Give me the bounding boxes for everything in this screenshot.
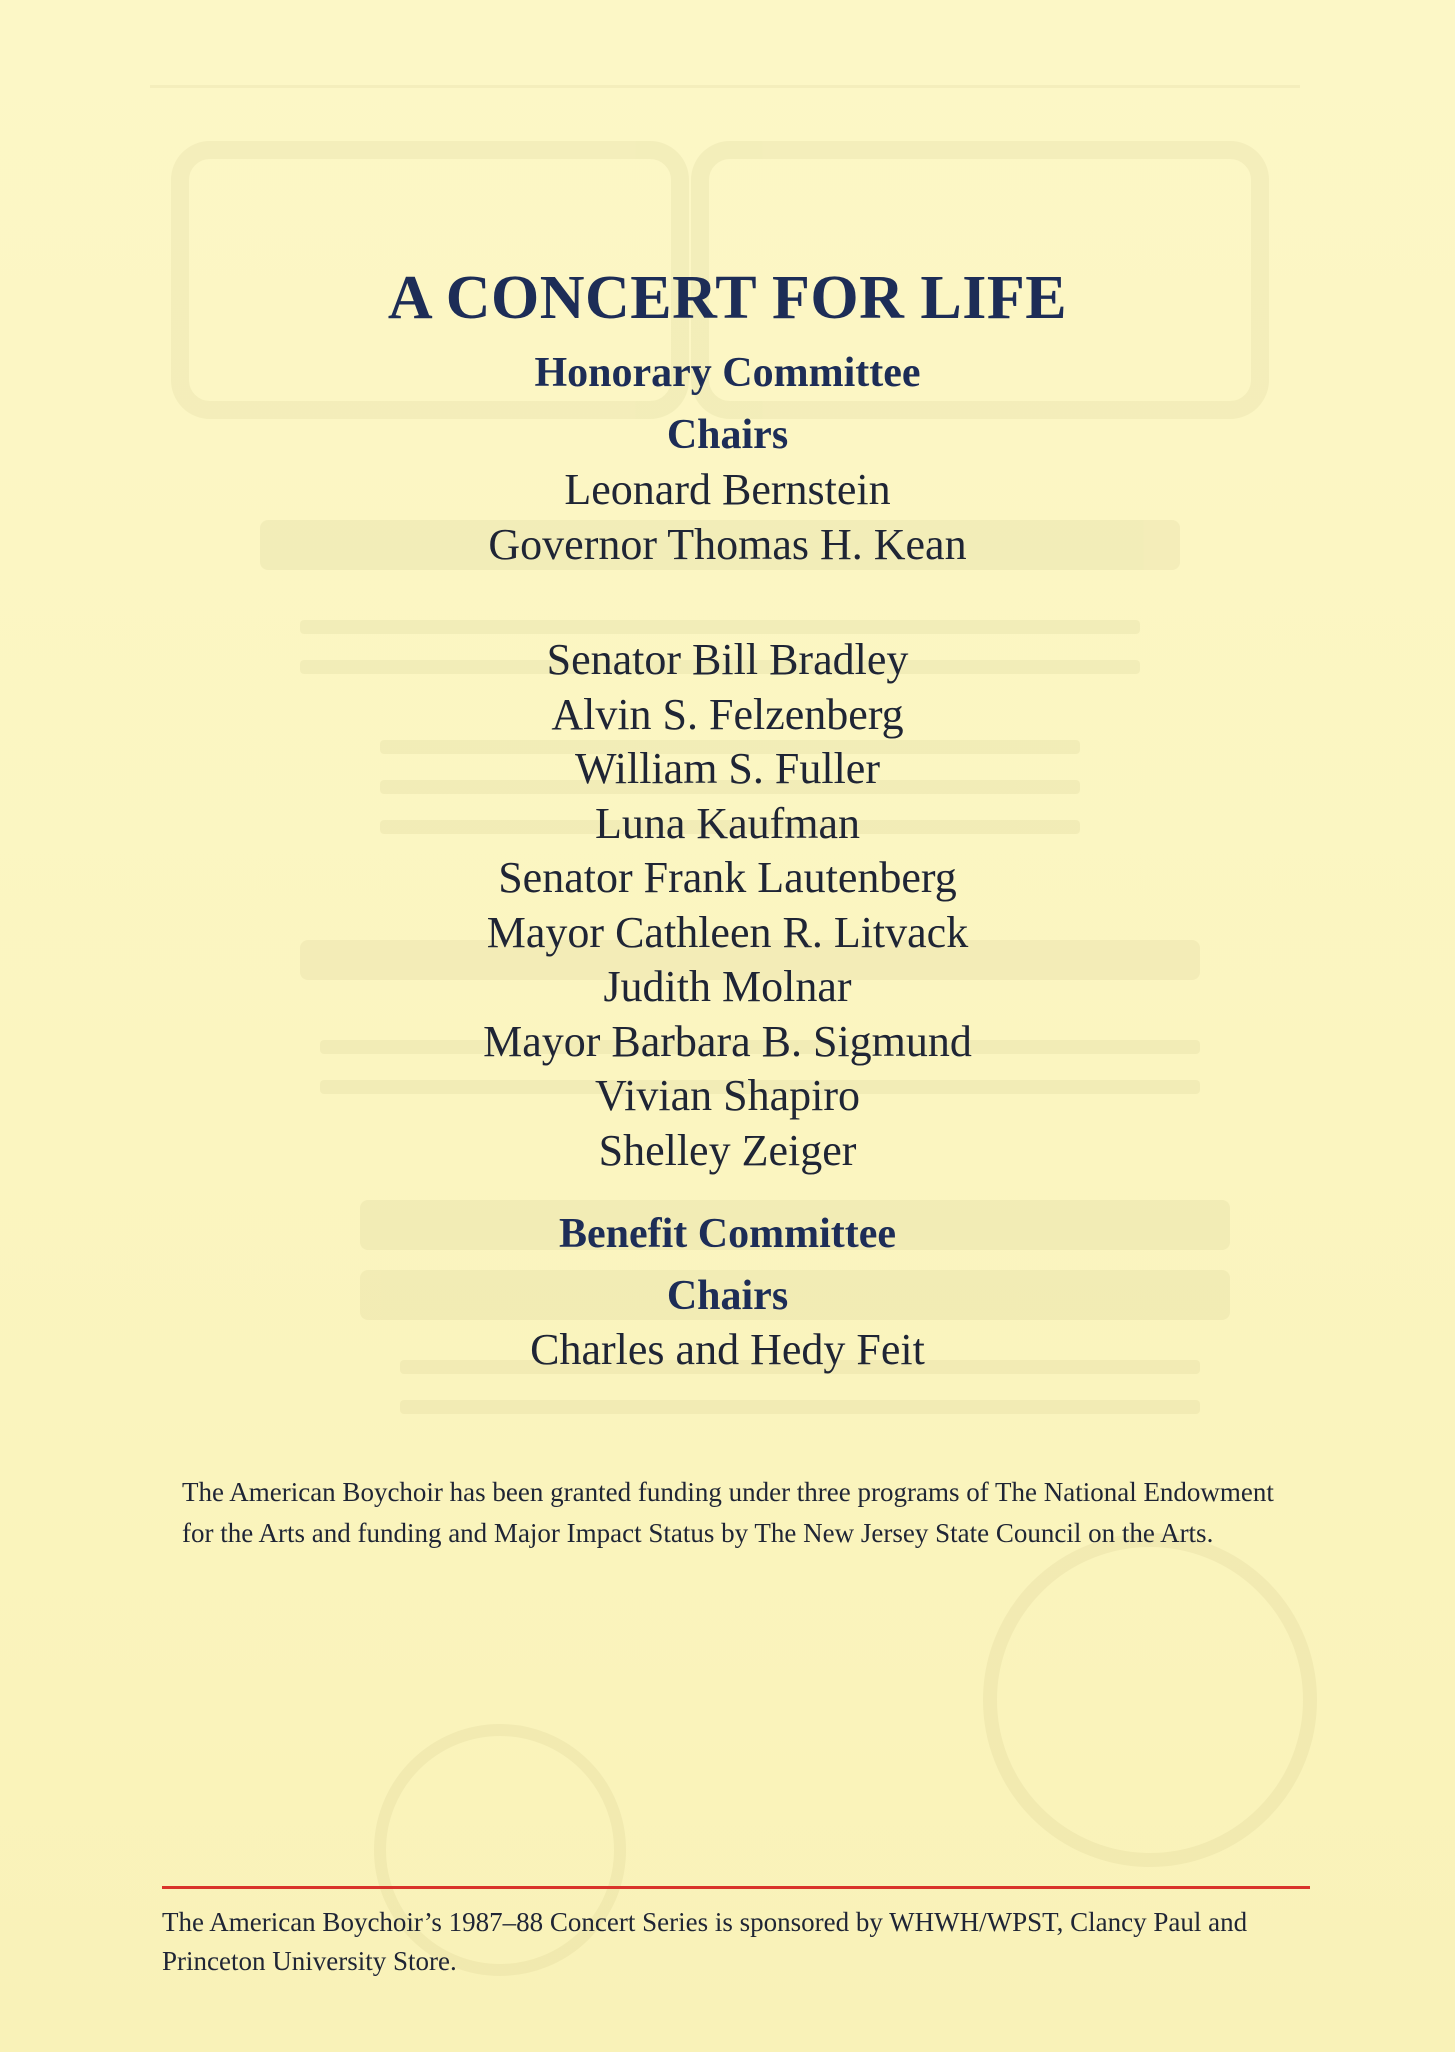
benefit-chairs-heading: Chairs (666, 1273, 789, 1319)
honorary-member-name: William S. Fuller (575, 744, 880, 793)
honorary-chairs-heading: Chairs (666, 412, 789, 458)
honorary-chair-name: Governor Thomas H. Kean (488, 519, 967, 569)
benefit-chair-name: Charles and Hedy Feit (530, 1325, 925, 1374)
honorary-chair-name: Leonard Bernstein (564, 465, 891, 514)
honorary-member-name: Senator Bill Bradley (546, 635, 909, 684)
honorary-member-name: Senator Frank Lautenberg (498, 853, 957, 902)
benefit-committee-heading: Benefit Committee (558, 1211, 897, 1257)
honorary-member-name: Shelley Zeiger (598, 1125, 857, 1175)
benefit-chairs-list (0, 1323, 1455, 1378)
honorary-members-list (0, 633, 1455, 1178)
honorary-member-name: Vivian Shapiro (595, 1071, 860, 1120)
honorary-member-name: Luna Kaufman (594, 798, 861, 848)
concert-title: A CONCERT FOR LIFE (387, 264, 1068, 332)
honorary-committee-heading: Honorary Committee (534, 350, 921, 396)
sponsor-note: The American Boychoir’s 1987–88 Concert Series is sponsored by WHWH/WPST, Clancy Paul and Princeton University Store. (162, 1907, 1248, 1976)
footer-divider (162, 1886, 1310, 1889)
honorary-member-name: Mayor Cathleen R. Litvack (486, 907, 969, 957)
honorary-member-name: Judith Molnar (603, 962, 852, 1011)
honorary-member-name: Mayor Barbara B. Sigmund (483, 1016, 972, 1066)
honorary-member-name: Alvin S. Felzenberg (551, 689, 904, 739)
honorary-chairs-list (0, 463, 1455, 572)
funding-note: The American Boychoir has been granted funding under three programs of The National Endowment for the Arts and funding and Major Impact Status by The New Jersey State Council on the Arts. (182, 1477, 1274, 1548)
